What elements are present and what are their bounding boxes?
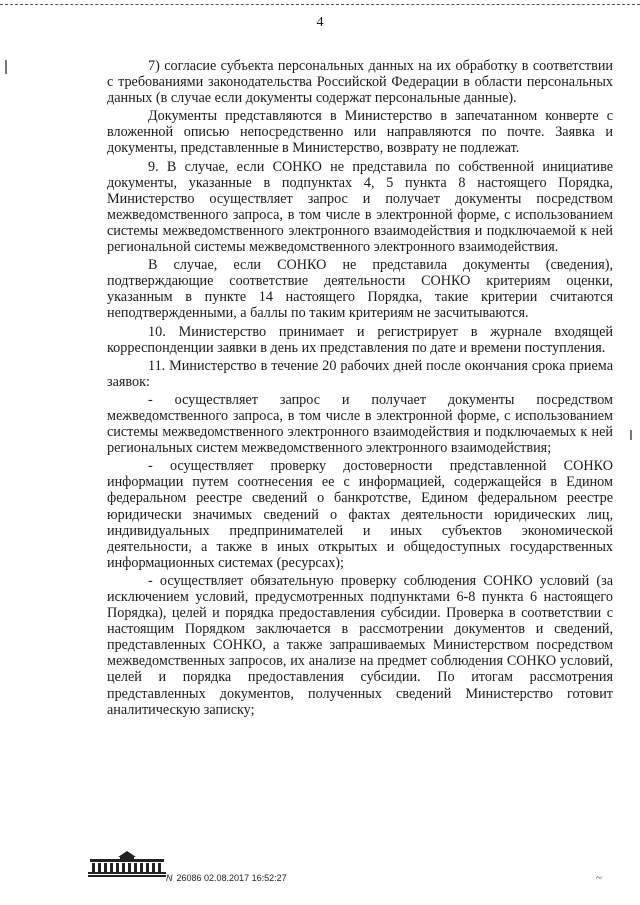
paragraph: 10. Министерство принимает и регистрирует в журнале входящей корреспонденции заявки в день их представления по дате и времени поступления. [107,323,613,356]
list-item: - осуществляет запрос и получает документы посредством межведомственного запроса, в том числе в электронной форме, с использованием системы межведомственного электронного взаимодействия и подключаемых к ней региональных систем межведомственного электронного взаимодействия; [107,391,613,457]
document-id-value: 26086 02.08.2017 16:52:27 [176,873,287,883]
document-body [107,58,613,720]
document-id-prefix: N [166,873,173,883]
paragraph: Документы представляются в Министерство в запечатанном конверте с вложенной описью непосредственно или направляются по почте. Заявка и документы, представленные в Министерство, возврату не подлежат. [107,108,613,157]
paragraph: 9. В случае, если СОНКО не представила по собственной инициативе документы, указанные в подпунктах 4, 5 пункта 8 настоящего Порядка, Министерство осуществляет запрос и получает документы посредством межведомственного запроса, в том числе в электронной форме, с использованием системы межведомственного электронного взаимодействия и подключаемой к ней региональной системы межведомственного электронного взаимодействия. [107,158,613,256]
scan-edge-mark [630,430,632,440]
building-stamp-icon [86,850,168,878]
scan-edge-mark [5,60,7,74]
document-id [166,873,287,883]
page-number: 4 [316,15,324,30]
paragraph: 7) согласие субъекта персональных данных на их обработку в соответствии с требованиями законодательства Российской Федерации в области персональных данных (в случае если документы содержат персональные данные). [107,58,613,107]
corner-mark: ~ [596,872,602,884]
list-item: - осуществляет проверку достоверности представленной СОНКО информации путем соотнесения ее с информацией, содержащейся в Едином федеральном реестре сведений о банкротстве, Едином федеральном реестре юридически значимых сведений о фактах деятельности юридических лиц, индивидуальных предпринимателей и иных субъектов экономической деятельности, а также в иных открытых и общедоступных государственных информационных системах (ресурсах); [107,458,613,571]
scan-border-line [0,4,640,7]
paragraph: 11. Министерство в течение 20 рабочих дней после окончания срока приема заявок: [107,357,613,390]
paragraph: В случае, если СОНКО не представила документы (сведения), подтверждающие соответствие деятельности СОНКО критериям оценки, указанным в пункте 14 настоящего Порядка, такие критерии считаются неподтвержденными, а баллы по таким критериям не засчитываются. [107,257,613,322]
list-item: - осуществляет обязательную проверку соблюдения СОНКО условий (за исключением условий, предусмотренных подпунктами 6-8 пункта 6 настоящего Порядка), целей и порядка предоставления субсидии. Проверка в соответствии с настоящим Порядком заключается в рассмотрении документов и сведений, представленных СОНКО, а также запрашиваемых Министерством посредством межведомственных запросов, их анализе на предмет соблюдения СОНКО условий, целей и порядка предоставления субсидии. По итогам рассмотрения представленных документов, полученных сведений Министерство готовит аналитическую записку; [107,572,613,718]
